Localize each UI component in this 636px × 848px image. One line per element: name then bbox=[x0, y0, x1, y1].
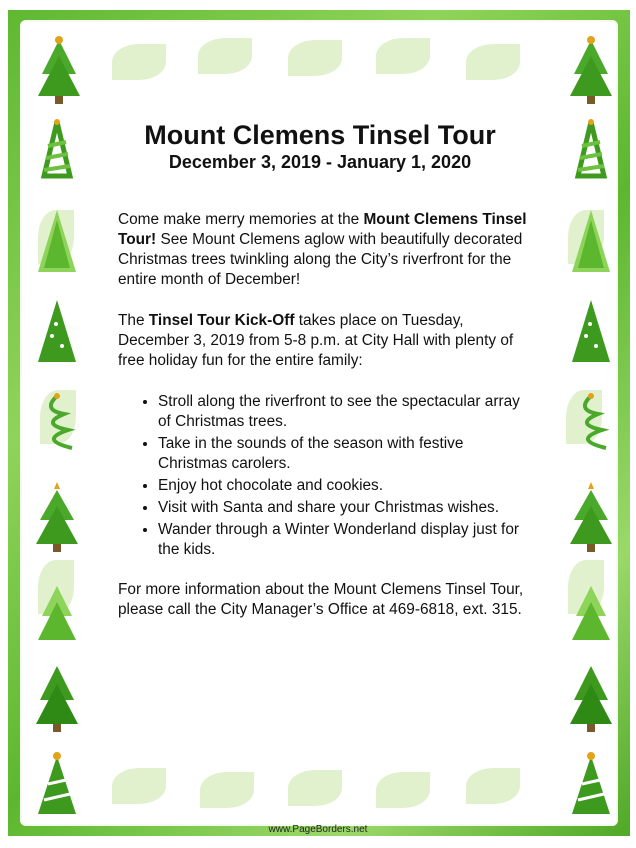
intro-text-start: Come make merry memories at the bbox=[118, 211, 364, 228]
border-leaf-top bbox=[198, 38, 252, 74]
christmas-tree-icon bbox=[36, 34, 82, 106]
activities-list bbox=[118, 392, 528, 560]
christmas-tree-icon bbox=[568, 206, 614, 278]
kickoff-paragraph bbox=[118, 311, 528, 371]
border-leaf-bottom bbox=[376, 772, 430, 808]
christmas-tree-icon bbox=[568, 116, 614, 188]
flyer-body bbox=[118, 120, 528, 641]
christmas-tree-icon bbox=[568, 750, 614, 822]
christmas-tree-icon bbox=[34, 206, 80, 278]
christmas-tree-icon bbox=[34, 660, 80, 732]
christmas-tree-icon bbox=[568, 482, 614, 554]
border-leaf-top bbox=[112, 44, 166, 80]
list-item: • Take in the sounds of the season with festive Christmas carolers. bbox=[158, 434, 528, 474]
christmas-tree-icon bbox=[34, 116, 80, 188]
kickoff-text-bold: Tinsel Tour Kick-Off bbox=[148, 312, 295, 329]
christmas-tree-icon bbox=[568, 390, 614, 462]
border-leaf-bottom bbox=[466, 768, 520, 804]
border-leaf-bottom bbox=[112, 768, 166, 804]
christmas-tree-icon bbox=[568, 580, 614, 652]
kickoff-text-end: takes place on Tuesday, December 3, 2019 from 5-8 p.m. at City Hall with plenty of free holiday fun for the entire family: bbox=[118, 312, 514, 369]
christmas-tree-icon bbox=[34, 482, 80, 554]
list-item: • Stroll along the riverfront to see the spectacular array of Christmas trees. bbox=[158, 392, 528, 432]
list-item: • Visit with Santa and share your Christmas wishes. bbox=[158, 498, 528, 518]
christmas-tree-icon bbox=[568, 34, 614, 106]
intro-paragraph bbox=[118, 210, 528, 290]
kickoff-text-start: The bbox=[118, 312, 149, 329]
border-leaf-top bbox=[466, 44, 520, 80]
christmas-tree-icon bbox=[568, 296, 614, 368]
christmas-tree-icon bbox=[568, 660, 614, 732]
christmas-tree-icon bbox=[34, 750, 80, 822]
intro-text-end: See Mount Clemens aglow with beautifully decorated Christmas trees twinkling along the City’s riverfront for the entire month of December! bbox=[118, 231, 523, 288]
intro-text-bold: Mount Clemens Tinsel Tour! bbox=[118, 211, 527, 248]
list-item: • Enjoy hot chocolate and cookies. bbox=[158, 476, 528, 496]
list-item: • Wander through a Winter Wonderland display just for the kids. bbox=[158, 520, 528, 560]
border-leaf-bottom bbox=[288, 770, 342, 806]
border-leaf-bottom bbox=[200, 772, 254, 808]
christmas-tree-icon bbox=[34, 390, 80, 462]
contact-paragraph: For more information about the Mount Clemens Tinsel Tour, please call the City Manager’s Office at 469-6818, ext. 315. bbox=[118, 581, 524, 618]
flyer-title: Mount Clemens Tinsel Tour bbox=[144, 120, 496, 150]
border-leaf-top bbox=[376, 38, 430, 74]
border-credit: www.PageBorders.net bbox=[268, 824, 368, 835]
flyer-dates: December 3, 2019 - January 1, 2020 bbox=[168, 152, 472, 172]
christmas-tree-icon bbox=[34, 580, 80, 652]
border-leaf-top bbox=[288, 40, 342, 76]
christmas-tree-icon bbox=[34, 296, 80, 368]
